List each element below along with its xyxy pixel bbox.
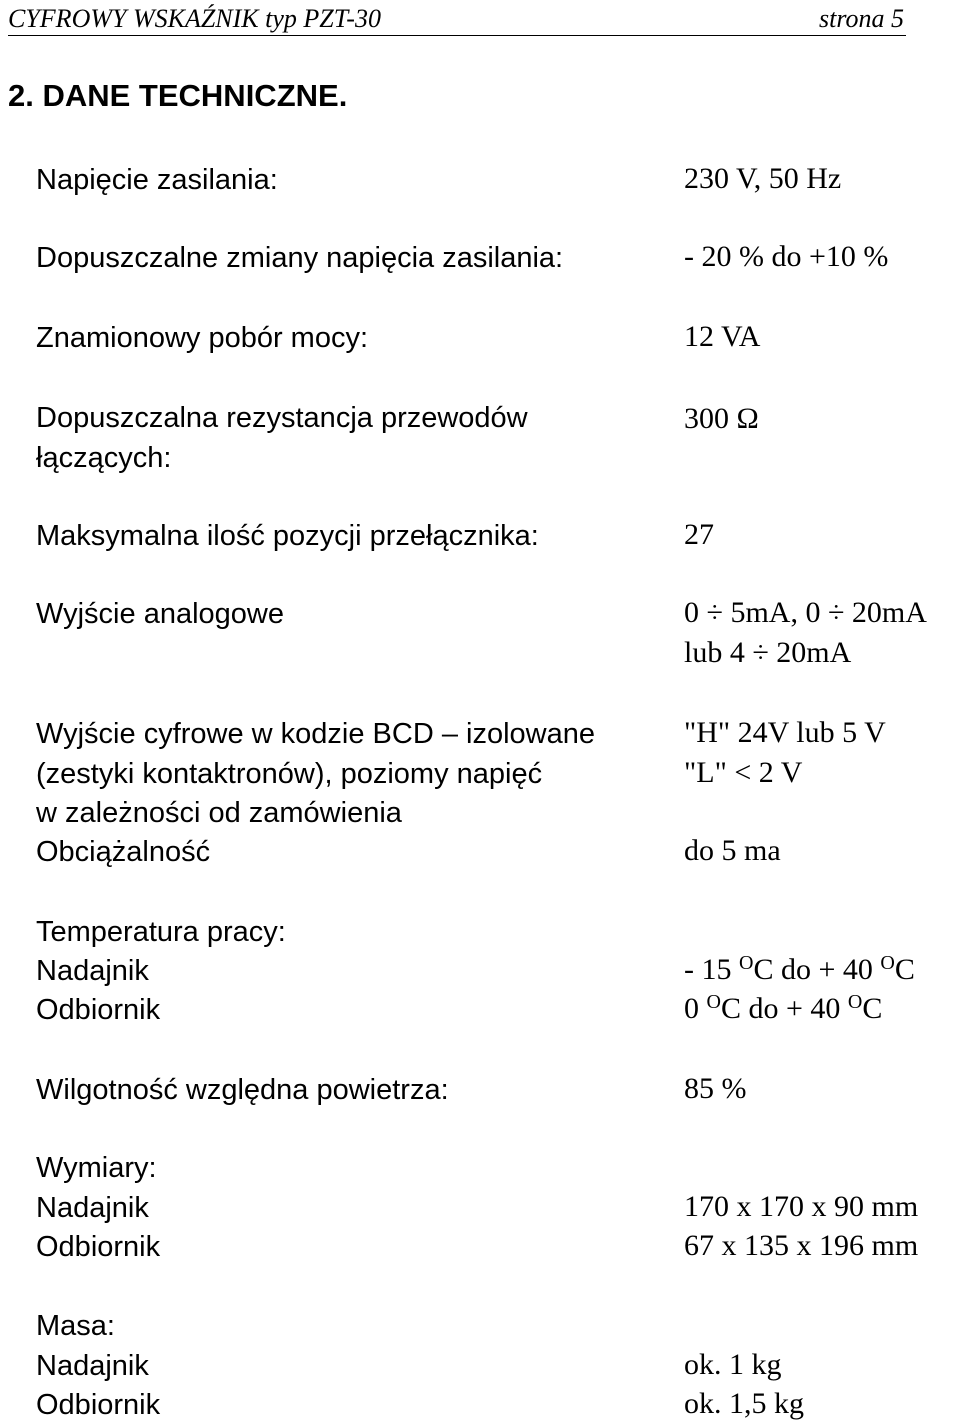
header-divider (8, 35, 906, 36)
resistance-label-line2: łączących: (36, 442, 172, 474)
digital-output-label-line1: Wyjście cyfrowe w kodzie BCD – izolowane (36, 718, 595, 750)
mass-transmitter-value: ok. 1 kg (684, 1348, 782, 1381)
degree-mark: O (739, 952, 754, 974)
load-capacity-label: Obciążalność (36, 836, 211, 868)
power-label: Znamionowy pobór mocy: (36, 322, 369, 354)
mass-label: Masa: (36, 1310, 115, 1342)
max-positions-label: Maksymalna ilość pozycji przełącznika: (36, 520, 539, 552)
degree-mark: O (706, 991, 721, 1013)
degree-mark: O (847, 991, 863, 1013)
max-positions-value: 27 (684, 518, 714, 551)
mass-transmitter-label: Nadajnik (36, 1350, 149, 1382)
load-capacity-value: do 5 ma (684, 834, 781, 867)
temperature-transmitter-label: Nadajnik (36, 955, 149, 987)
dimensions-transmitter-label: Nadajnik (36, 1192, 149, 1224)
degree-mark: O (880, 952, 895, 974)
temperature-receiver-label: Odbiornik (36, 994, 161, 1026)
voltage-tolerance-value: - 20 % do +10 % (684, 240, 889, 273)
supply-voltage-label: Napięcie zasilania: (36, 164, 278, 196)
dimensions-receiver-label: Odbiornik (36, 1231, 161, 1263)
section-title: 2. DANE TECHNICZNE. (8, 78, 348, 113)
digital-output-label-line2: (zestyki kontaktronów), poziomy napięć (36, 758, 543, 790)
temperature-label: Temperatura pracy: (36, 916, 286, 948)
digital-output-high-level: "H" 24V lub 5 V (684, 716, 886, 749)
digital-output-low-level: "L" < 2 V (684, 756, 803, 789)
power-value: 12 VA (684, 320, 761, 353)
temperature-receiver-value: 0 $^O$C do + 40 $^O$C (684, 991, 883, 1025)
header-page-number: strona 5 (819, 4, 904, 33)
voltage-tolerance-label: Dopuszczalne zmiany napięcia zasilania: (36, 242, 564, 274)
dimensions-transmitter-value: 170 x 170 x 90 mm (684, 1190, 919, 1223)
mass-receiver-label: Odbiornik (36, 1389, 161, 1421)
header-document-title: CYFROWY WSKAŹNIK typ PZT-30 (8, 4, 381, 33)
analog-output-value-line2: lub 4 ÷ 20mA (684, 636, 852, 669)
resistance-value: 300 Ω (684, 402, 759, 435)
supply-voltage-value: 230 V, 50 Hz (684, 162, 842, 195)
humidity-value: 85 % (684, 1072, 747, 1105)
dimensions-receiver-value: 67 x 135 x 196 mm (684, 1229, 919, 1262)
dimensions-label: Wymiary: (36, 1152, 157, 1184)
humidity-label: Wilgotność względna powietrza: (36, 1074, 449, 1106)
resistance-label-line1: Dopuszczalna rezystancja przewodów (36, 402, 528, 434)
mass-receiver-value: ok. 1,5 kg (684, 1387, 804, 1420)
digital-output-label-line3: w zależności od zamówienia (36, 797, 402, 829)
analog-output-label: Wyjście analogowe (36, 598, 284, 630)
analog-output-value-line1: 0 ÷ 5mA, 0 ÷ 20mA (684, 596, 927, 629)
temperature-transmitter-value: - 15 $^O$C do + 40 $^O$C (684, 952, 915, 986)
